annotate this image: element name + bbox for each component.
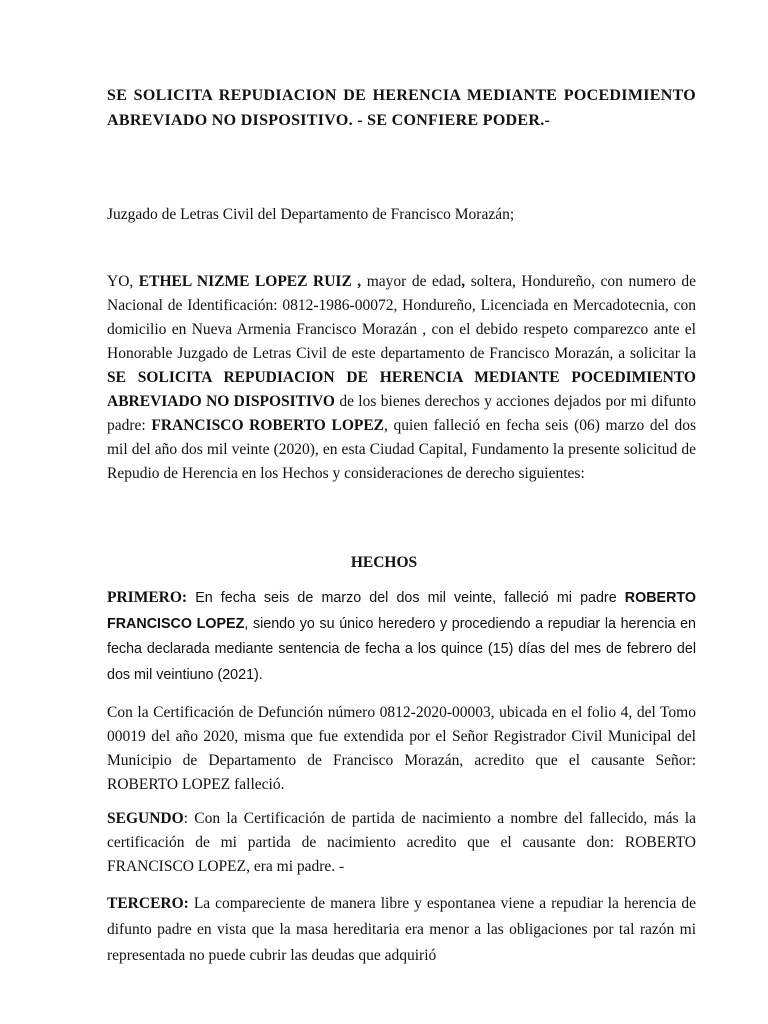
hechos-heading: HECHOS bbox=[350, 554, 418, 571]
intro-yo: YO, bbox=[107, 273, 139, 290]
primero-paragraph bbox=[107, 585, 696, 688]
segundo-label: SEGUNDO bbox=[107, 810, 184, 827]
intro-comma: , bbox=[461, 273, 466, 290]
segundo-paragraph bbox=[107, 807, 696, 879]
tercero-text: La compareciente de manera libre y espontanea viene a repudiar la herencia de difunto padre en vista que la masa hereditaria era menor a las obligaciones por tal razón mi representada no puede cubrir las deudas que adquirió bbox=[107, 895, 696, 964]
court-addressee: Juzgado de Letras Civil del Departamento de Francisco Morazán; bbox=[107, 206, 515, 223]
tercero-label: TERCERO: bbox=[107, 895, 189, 912]
certificacion-paragraph: Con la Certificación de Defunción número 0812-2020-00003, ubicada en el folio 4, del Tomo 00019 del año 2020, misma que fue extendida por el Señor Registrador Civil Municipal del Municipio de Departamento de Francisco Morazán, acredito que el causante Señor: ROBERTO LOPEZ falleció. bbox=[107, 704, 696, 793]
document-title: SE SOLICITA REPUDIACION DE HERENCIA MEDIANTE POCEDIMIENTO ABREVIADO NO DISPOSITIVO. - SE CONFIERE PODER.- bbox=[107, 87, 696, 129]
request-title: SE SOLICITA REPUDIACION DE HERENCIA MEDIANTE POCEDIMIENTO ABREVIADO NO DISPOSITIVO bbox=[107, 369, 696, 410]
intro-text-3: de los bienes derechos y acciones dejados por mi difunto padre: bbox=[107, 393, 696, 434]
intro-text-2: soltera, Hondureño, con numero de Nacional de Identificación: 0812-1986-00072, Hondureño, Licenciada en Mercadotecnia, con domicilio en Nueva Armenia Francisco Morazán , con el debido respeto comparezco ante el Honorable Juzgado de Letras Civil de este departamento de Francisco Morazán, a solicitar la bbox=[107, 273, 696, 362]
tercero-paragraph bbox=[107, 891, 696, 969]
primero-text-1: En fecha seis de marzo del dos mil veinte, falleció mi padre bbox=[187, 590, 625, 606]
intro-text-1: mayor de edad bbox=[361, 273, 462, 290]
primero-text-2: , siendo yo su único heredero y procediendo a repudiar la herencia en fecha declarada mediante sentencia de fecha a los quince (15) días del mes de febrero del dos mil veintiuno (2021). bbox=[107, 615, 697, 683]
primero-label: PRIMERO: bbox=[107, 589, 188, 606]
intro-text-4: , quien falleció en fecha seis (06) marzo del dos mil del año dos mil veinte (2020), en esta Ciudad Capital, Fundamento la presente solicitud de Repudio de Herencia en los Hechos y consideraciones de derecho siguientes: bbox=[107, 417, 697, 482]
intro-paragraph bbox=[107, 270, 696, 486]
deceased-name: FRANCISCO ROBERTO LOPEZ bbox=[151, 417, 385, 434]
segundo-text: : Con la Certificación de partida de nacimiento a nombre del fallecido, más la certificación de mi partida de nacimiento acredito que el causante don: ROBERTO FRANCISCO LOPEZ, era mi padre. - bbox=[107, 810, 696, 875]
applicant-name: ETHEL NIZME LOPEZ RUIZ , bbox=[138, 273, 362, 290]
primero-deceased-name: ROBERTO FRANCISCO LOPEZ bbox=[107, 590, 696, 632]
